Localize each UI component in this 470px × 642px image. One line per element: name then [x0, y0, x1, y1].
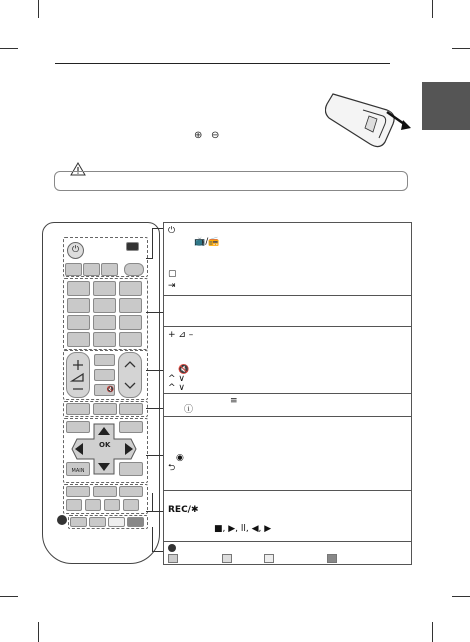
- quick-button[interactable]: [101, 263, 118, 276]
- number-button[interactable]: [93, 315, 116, 330]
- remote-button[interactable]: [94, 369, 115, 381]
- color-group-dot: [57, 515, 67, 525]
- callout-power: [163, 222, 412, 296]
- volume-symbols: + ⊿ –: [168, 330, 194, 340]
- info-icon: ⓘ: [184, 405, 194, 415]
- yellow-button[interactable]: [108, 517, 125, 527]
- caution-box: [54, 171, 408, 191]
- callout-record: [163, 490, 412, 542]
- number-button[interactable]: [67, 315, 90, 330]
- input-icon: ⇥: [168, 281, 176, 291]
- play-button[interactable]: [85, 499, 101, 511]
- mute-icon: 🔇: [178, 365, 190, 375]
- remote-button[interactable]: [119, 462, 143, 476]
- section-tab: [422, 82, 470, 130]
- remote-button[interactable]: [66, 403, 90, 415]
- crop-mark: [452, 48, 470, 49]
- number-button[interactable]: [93, 298, 116, 313]
- connector-line: [152, 551, 163, 552]
- mute-icon: 🔇: [106, 386, 114, 393]
- power-icon: ⏻: [168, 226, 176, 236]
- rewind-button[interactable]: [66, 499, 82, 511]
- page-symbols: ^ ∨: [168, 383, 185, 393]
- blue-button[interactable]: [127, 517, 144, 527]
- green-button-icon: [222, 554, 232, 563]
- number-button[interactable]: [67, 332, 90, 347]
- pause-button[interactable]: [104, 499, 120, 511]
- connector-line: [152, 493, 153, 511]
- callout-numbers: [163, 295, 412, 327]
- channel-symbols: ^ ∨: [168, 374, 185, 384]
- number-button[interactable]: [93, 332, 116, 347]
- connector-line: [146, 312, 163, 313]
- fast-forward-button[interactable]: [123, 499, 139, 511]
- input-button[interactable]: [124, 263, 144, 276]
- remote-button[interactable]: [83, 263, 100, 276]
- main-button[interactable]: [66, 462, 90, 476]
- info-button[interactable]: [119, 403, 143, 415]
- connector-line: [152, 228, 163, 229]
- channel-rocker[interactable]: [118, 352, 142, 398]
- mute-button[interactable]: [94, 384, 115, 396]
- yellow-button-icon: [264, 554, 274, 563]
- green-button[interactable]: [89, 517, 106, 527]
- settings-icon: ≡: [230, 396, 238, 406]
- connector-line: [152, 228, 153, 258]
- ok-label: OK: [99, 441, 111, 449]
- connector-line: [146, 370, 163, 371]
- back-icon: ⮌: [168, 463, 176, 473]
- header-rule: [55, 63, 390, 64]
- connector-line: [146, 408, 163, 409]
- crop-mark: [452, 596, 470, 597]
- volume-icon: [67, 353, 89, 397]
- red-button[interactable]: [70, 517, 87, 527]
- crop-mark: [38, 622, 39, 642]
- number-button[interactable]: [93, 281, 116, 296]
- chevron-up-down-icon: [119, 353, 141, 397]
- record-label: REC/✱: [168, 505, 199, 515]
- connector-line: [146, 258, 153, 259]
- connector-line: [146, 455, 163, 456]
- playback-controls-label: ■, ▶, ll, ◀, ▶: [214, 524, 272, 534]
- crop-mark: [0, 596, 18, 597]
- volume-rocker[interactable]: [66, 352, 90, 398]
- number-button[interactable]: [67, 298, 90, 313]
- tv-radio-button[interactable]: [126, 242, 139, 251]
- quick-icon: ▢: [168, 269, 177, 279]
- red-button-icon: [168, 554, 178, 563]
- callout-settings: [163, 393, 412, 417]
- color-group-dot: [168, 544, 176, 552]
- tv-radio-icon: 📺/📻: [194, 237, 220, 247]
- callout-color: [163, 541, 412, 565]
- ok-icon: ◉: [176, 453, 184, 463]
- number-button[interactable]: [119, 298, 142, 313]
- crop-mark: [432, 0, 433, 18]
- connector-line: [146, 511, 163, 512]
- number-button[interactable]: [67, 281, 90, 296]
- callout-navigation: [163, 416, 412, 491]
- color-buttons-row: [164, 554, 341, 564]
- crop-mark: [0, 48, 18, 49]
- power-icon: ⏻: [71, 245, 80, 255]
- crop-mark: [38, 0, 39, 18]
- minus-icon: ⊖: [211, 130, 220, 141]
- remote-battery-illustration: [325, 82, 415, 152]
- remote-button[interactable]: [94, 354, 115, 366]
- record-button[interactable]: [119, 486, 143, 497]
- connector-line: [152, 527, 153, 551]
- number-button[interactable]: [119, 332, 142, 347]
- main-label: MAIN: [71, 468, 85, 474]
- stop-button[interactable]: [93, 486, 117, 497]
- crop-mark: [432, 622, 433, 642]
- number-button[interactable]: [119, 281, 142, 296]
- plus-icon: ⊕: [194, 130, 203, 141]
- remote-button[interactable]: [66, 486, 90, 497]
- remote-button[interactable]: [65, 263, 82, 276]
- power-button[interactable]: [67, 242, 84, 259]
- settings-button[interactable]: [93, 403, 117, 415]
- number-button[interactable]: [119, 315, 142, 330]
- blue-button-icon: [327, 554, 337, 563]
- callout-volume: [163, 326, 412, 394]
